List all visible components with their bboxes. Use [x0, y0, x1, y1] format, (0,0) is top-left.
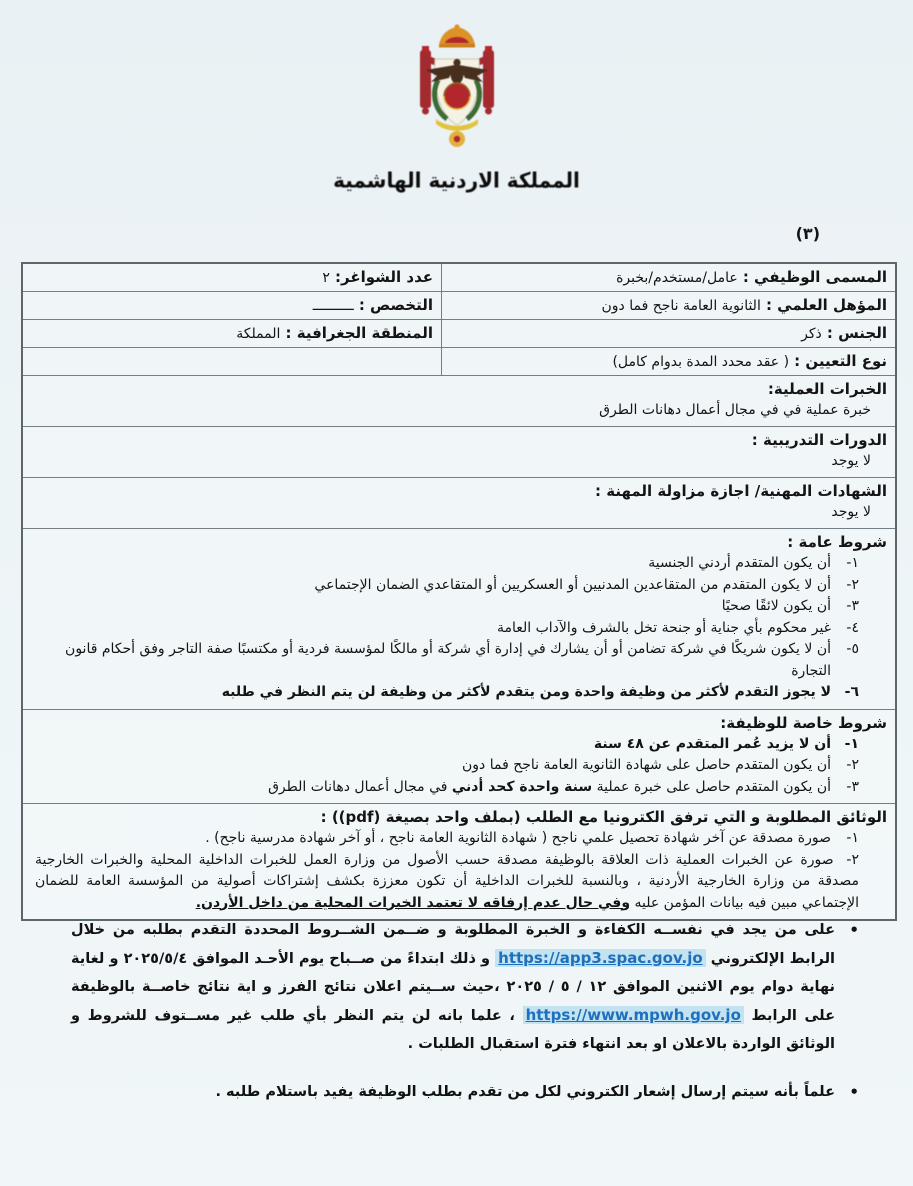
- item-text-bold: سنة واحدة كحد أدني: [451, 778, 593, 795]
- special-conditions-label: شروط خاصة للوظيفة:: [720, 713, 887, 732]
- page-number: (٣): [795, 224, 820, 243]
- bullet-icon: •: [849, 921, 859, 939]
- qualification-value: الثانوية العامة ناجح فما دون: [601, 298, 761, 314]
- general-condition-item: [31, 575, 887, 597]
- special-condition-item: [31, 777, 887, 799]
- region-value: المملكة: [236, 326, 281, 342]
- item-text-start: صورة عن الخبرات العملية ذات العلاقة بالوظيفة مصدقة حسب الأصول من وزارة العمل للخبرات الداخلية المحلية والخبرات الخارجية مصدقة من وزارة الخارجية الأردنية ، وبالنسبة للخبرات الداخلية أن تكون معززة بكشف إشتراكات أصولية من المؤسسة العامة للضمان الإجتماعي مبين فيه بيانات المؤمن عليه: [35, 851, 859, 911]
- item-text: أن يكون المتقدم حاصل على شهادة الثانوية العامة ناجح فما دون: [461, 757, 831, 773]
- certificates-label: الشهادات المهنية/ اجازة مزاولة المهنة :: [595, 482, 887, 500]
- section-experience: [23, 376, 895, 427]
- item-number: ٥-: [846, 641, 859, 657]
- general-condition-item: [31, 618, 887, 640]
- job-title-label: المسمى الوظيفي :: [742, 268, 887, 286]
- item-text-start: أن يكون المتقدم حاصل على خبرة عملية: [592, 778, 831, 795]
- certificates-value: لا يوجد: [831, 504, 871, 520]
- item-number: ٣-: [846, 778, 859, 795]
- note-confirmation-notice: [71, 1078, 859, 1106]
- vacancies-label: عدد الشواغر:: [335, 268, 433, 286]
- item-text: لا يجوز التقدم لأكثر من وظيفة واحدة ومن يتقدم لأكثر من وظيفة لن يتم النظر في طلبه: [221, 684, 831, 700]
- qualification-label: المؤهل العلمي :: [765, 296, 887, 314]
- item-text: أن لا يكون المتقدم من المتقاعدين المدنيين أو العسكريين أو المتقاعدي الضمان الإجتماعي: [314, 576, 831, 593]
- general-condition-item: [31, 682, 887, 704]
- section-certificates: [23, 478, 895, 529]
- experience-label: الخبرات العملية:: [767, 380, 887, 398]
- section-general-conditions: [23, 529, 895, 710]
- item-text-end: في مجال أعمال دهانات الطرق: [268, 778, 452, 795]
- table-row-gender: [23, 320, 895, 348]
- table-row-appointment-type: [23, 348, 895, 376]
- document-item: [31, 828, 887, 850]
- item-text: أن لا يزيد عُمر المتقدم عن ٤٨ سنة: [593, 735, 831, 752]
- vacancy-table: [21, 262, 897, 921]
- application-portal-link[interactable]: https://app3.spac.gov.jo: [495, 949, 706, 967]
- note-text-segment: ، علما بانه لن يتم النظر بأي طلب غير مســتوف للشروط و الوثائق الواردة بالاعلان او بعد انتهاء فترة استقبال الطلبات .: [71, 1008, 835, 1052]
- item-number: ٦-: [844, 684, 859, 700]
- appointment-type-cell: [441, 348, 895, 375]
- general-condition-item: [31, 596, 887, 618]
- note-text-segment: على من يجد في نفســه الكفاءة و الخبرة المطلوبة و ضــمن الشــروط المحددة التقدم بطلبه من خلال الرابط الإلكتروني: [71, 922, 835, 967]
- region-cell: [23, 320, 441, 347]
- job-title-cell: [441, 264, 895, 291]
- item-number: ٢-: [846, 851, 860, 868]
- item-text: أن يكون لائقًا صحيًا: [721, 598, 831, 614]
- note-how-to-apply: [71, 916, 859, 1058]
- ministry-website-link[interactable]: https://www.mpwh.gov.jo: [523, 1006, 744, 1024]
- note-text-segment: و ذلك ابتداءً من صــباح يوم الأحـد الموافق ٢٠٢٥/٥/٤ و لغاية نهاية دوام يوم الاثنين الموافق ١٢ / ٥ / ٢٠٢٥ ،حيث ســيتم اعلان نتائج الفرز و اية نتائج خاصــة بالوظيفة على الرابط: [71, 951, 836, 1024]
- table-row-job-title: [23, 264, 895, 292]
- section-training: [23, 427, 895, 478]
- qualification-cell: [441, 292, 895, 319]
- item-number: ٢-: [846, 757, 859, 773]
- note-text: [71, 916, 835, 1058]
- gender-label: الجنس :: [826, 324, 887, 342]
- item-text: أن لا يكون شريكًا في شركة تضامن أو أن يشارك في إدارة أي شركة أو مالكًا لمؤسسة فردية أو مكتسبًا صفة التاجر وفق أحكام قانون التجارة: [65, 641, 831, 679]
- vacancies-value: ٢: [322, 270, 330, 286]
- item-number: ١-: [846, 555, 859, 571]
- item-number: ١-: [846, 830, 859, 846]
- region-label: المنطقة الجغرافية :: [285, 324, 433, 342]
- specialization-value: ــــــــــ: [312, 298, 354, 314]
- kingdom-name-calligraphy: المملكة الاردنية الهاشمية: [333, 167, 580, 193]
- specialization-cell: [23, 292, 441, 319]
- item-text: صورة مصدقة عن آخر شهادة تحصيل علمي ناجح ( شهادة الثانوية العامة ناجح ، أو آخر شهادة مدرسية ناجح) .: [205, 830, 831, 846]
- special-condition-item: [31, 734, 887, 756]
- general-condition-item: [31, 553, 887, 575]
- appointment-type-label: نوع التعيين :: [794, 352, 887, 370]
- gender-value: ذكر: [801, 326, 822, 342]
- documents-label: الوثائق المطلوبة و التي ترفق الكترونيا مع الطلب (بملف واحد بصيغة (pdf)) :: [320, 808, 887, 826]
- item-number: ٢-: [846, 576, 859, 593]
- document-item: [31, 850, 887, 915]
- jordan-coat-of-arms-icon: [401, 24, 513, 156]
- training-label: الدورات التدريبية :: [751, 431, 887, 449]
- empty-side-cell: [23, 348, 441, 375]
- item-number: ٣-: [846, 598, 859, 614]
- bullet-icon: •: [849, 1083, 859, 1101]
- item-text: أن يكون المتقدم أردني الجنسية: [648, 555, 831, 571]
- general-conditions-label: شروط عامة :: [787, 533, 887, 551]
- section-special-conditions: [23, 710, 895, 805]
- table-row-qualification: [23, 292, 895, 320]
- section-required-documents: [23, 804, 895, 919]
- item-number: ١-: [844, 735, 859, 752]
- item-number: ٤-: [846, 619, 859, 636]
- application-notes: [71, 916, 859, 1106]
- note-text: علماً بأنه سيتم إرسال إشعار الكتروني لكل من تقدم بطلب الوظيفة يفيد باستلام طلبه .: [215, 1084, 835, 1100]
- gender-cell: [441, 320, 895, 347]
- job-title-value: عامل/مستخدم/بخبرة: [616, 270, 738, 286]
- training-value: لا يوجد: [831, 453, 871, 469]
- vacancies-cell: [23, 264, 441, 291]
- item-text-bold-underline: وفي حال عدم إرفاقه لا تعتمد الخبرات المحلية من داخل الأردن.: [195, 894, 631, 911]
- item-text: غير محكوم بأي جناية أو جنحة تخل بالشرف والآداب العامة: [496, 619, 831, 636]
- document-header: [0, 24, 913, 192]
- specialization-label: التخصص :: [358, 296, 433, 314]
- special-condition-item: [31, 755, 887, 777]
- item-text: [31, 777, 831, 799]
- experience-value: خبرة عملية في في مجال أعمال دهانات الطرق: [599, 402, 871, 418]
- appointment-type-value: ( عقد محدد المدة بدوام كامل): [612, 354, 790, 370]
- general-condition-item: [31, 639, 887, 682]
